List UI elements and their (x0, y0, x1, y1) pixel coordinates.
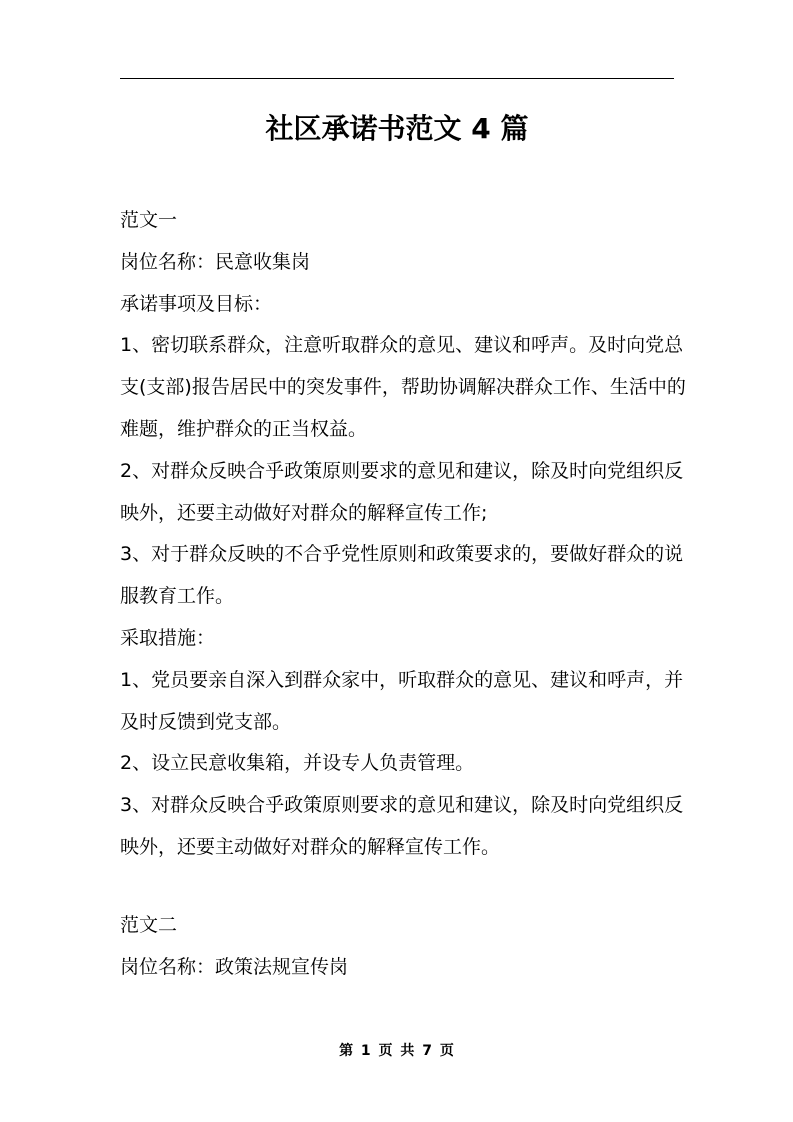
section-spacer (120, 869, 678, 905)
paragraph-line: 2、设立民意收集箱，并设专人负责管理。 (120, 752, 475, 775)
paragraph-line: 1、密切联系群众，注意听取群众的意见、建议和呼声。及时向党总 (120, 334, 684, 357)
paragraph-line: 映外，还要主动做好对群众的解释宣传工作。 (120, 835, 501, 858)
paragraph-line: 3、对群众反映合乎政策原则要求的意见和建议，除及时向党组织反 (120, 794, 684, 817)
paragraph-line: 岗位名称：政策法规宣传岗 (120, 955, 349, 978)
paragraph-line: 承诺事项及目标： (120, 292, 273, 315)
document-body (120, 200, 686, 988)
paragraph-line: 服教育工作。 (120, 585, 235, 608)
header-rule (120, 78, 674, 79)
page-number-footer: 第 1 页 共 7 页 (339, 1043, 454, 1059)
paragraph-line: 3、对于群众反映的不合乎党性原则和政策要求的，要做好群众的说 (120, 543, 684, 566)
paragraph-line: 岗位名称：民意收集岗 (120, 250, 311, 273)
section-heading: 范文二 (120, 913, 178, 936)
paragraph-line: 及时反馈到党支部。 (120, 710, 292, 733)
document-title: 社区承诺书范文 4 篇 (265, 112, 529, 145)
paragraph-line: 采取措施： (120, 626, 216, 649)
paragraph-line: 2、对群众反映合乎政策原则要求的意见和建议，除及时向党组织反 (120, 459, 684, 482)
paragraph-line: 1、党员要亲自深入到群众家中，听取群众的意见、建议和呼声，并 (120, 668, 684, 691)
section-heading: 范文一 (120, 209, 178, 231)
paragraph-line: 映外，还要主动做好对群众的解释宣传工作; (120, 501, 488, 524)
paragraph-line: 支(支部)报告居民中的突发事件，帮助协调解决群众工作、生活中的 (120, 376, 686, 399)
paragraph-line: 难题，维护群众的正当权益。 (120, 417, 368, 440)
